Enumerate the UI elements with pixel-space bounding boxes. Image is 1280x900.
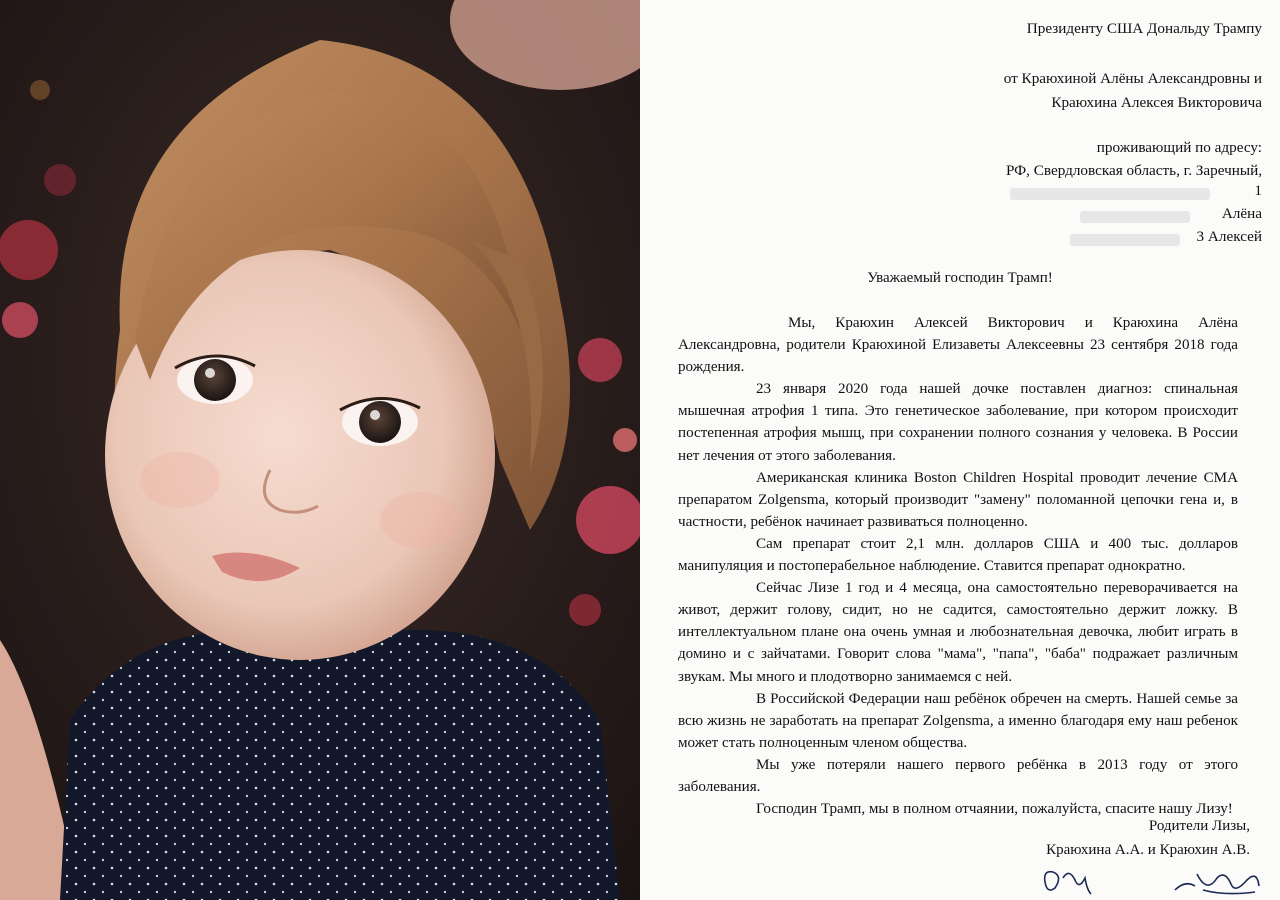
phone-aleksey: 3 Алексей xyxy=(1196,228,1262,245)
redacted-phone-alena xyxy=(1080,211,1190,223)
paragraph: Господин Трамп, мы в полном отчаянии, пожалуйста, спасите нашу Лизу! xyxy=(756,801,1233,818)
paragraph: Мы, Краюхин Алексей Викторович и Краюхина Алёна Александровна, родители Краюхиной Елизаветы Алексеевны 23 сентября 2018 года рождения. xyxy=(678,315,1238,376)
sender-line-1: от Краюхиной Алёны Александровны и xyxy=(1003,70,1262,87)
sender-line-2: Краюхина Алексея Викторовича xyxy=(1051,94,1262,111)
paragraph: В Российской Федерации наш ребёнок обречен на смерть. Нашей семье за всю жизнь не заработать на препарат Zolgensma, а именно благодаря ему наш ребенок может стать полноценным членом общества. xyxy=(678,690,1238,751)
address-label: проживающий по адресу: xyxy=(1096,139,1262,156)
address-line: РФ, Свердловская область, г. Заречный, xyxy=(1006,162,1262,179)
signature-line-1: Родители Лизы, xyxy=(1148,818,1250,834)
paragraph: Мы уже потеряли нашего первого ребёнка в 2013 году от этого заболевания. xyxy=(678,756,1238,795)
letter-body xyxy=(678,312,1238,820)
signature-line-2: Краюхина А.А. и Краюхин А.В. xyxy=(1046,842,1250,858)
salutation: Уважаемый господин Трамп! xyxy=(867,270,1053,286)
paragraph: Американская клиника Boston Children Hospital проводит лечение СМА препаратом Zolgensma, который производит "замену" поломанной цепочки гена и, в частности, ребёнок начинает развиваться полноценно. xyxy=(678,469,1238,530)
address-tail-1: 1 xyxy=(1254,182,1262,199)
phone-alena: Алёна xyxy=(1221,205,1262,222)
paragraph: 23 января 2020 года нашей дочке поставлен диагноз: спинальная мышечная атрофия 1 типа. Это генетическое заболевание, при котором происходит постепенная атрофия мышц, при сохранении полного сознания у человека. В России нет лечения от этого заболевания. xyxy=(678,381,1238,464)
paragraph: Сейчас Лизе 1 год и 4 месяца, она самостоятельно переворачивается на живот, держит голову, сидит, но не садится, самостоятельно держит ложку. В интеллектуальном плане она очень умная и любознательная девочка, любит играть в домино и с зайчатами. Говорит слова "мама", "папа", "баба" подражает различным звукам. Мы много и плодотворно занимаемся с ней. xyxy=(678,580,1238,685)
handwritten-signatures xyxy=(1035,860,1265,900)
letter-document xyxy=(640,0,1280,900)
recipient-line: Президенту США Дональду Трампу xyxy=(1026,20,1262,37)
redacted-phone-aleksey xyxy=(1070,234,1180,246)
redacted-address xyxy=(1010,188,1210,200)
paragraph: Сам препарат стоит 2,1 млн. долларов США и 400 тыс. долларов манипуляция и постоперабельное наблюдение. Ставится препарат однократно. xyxy=(678,535,1238,575)
